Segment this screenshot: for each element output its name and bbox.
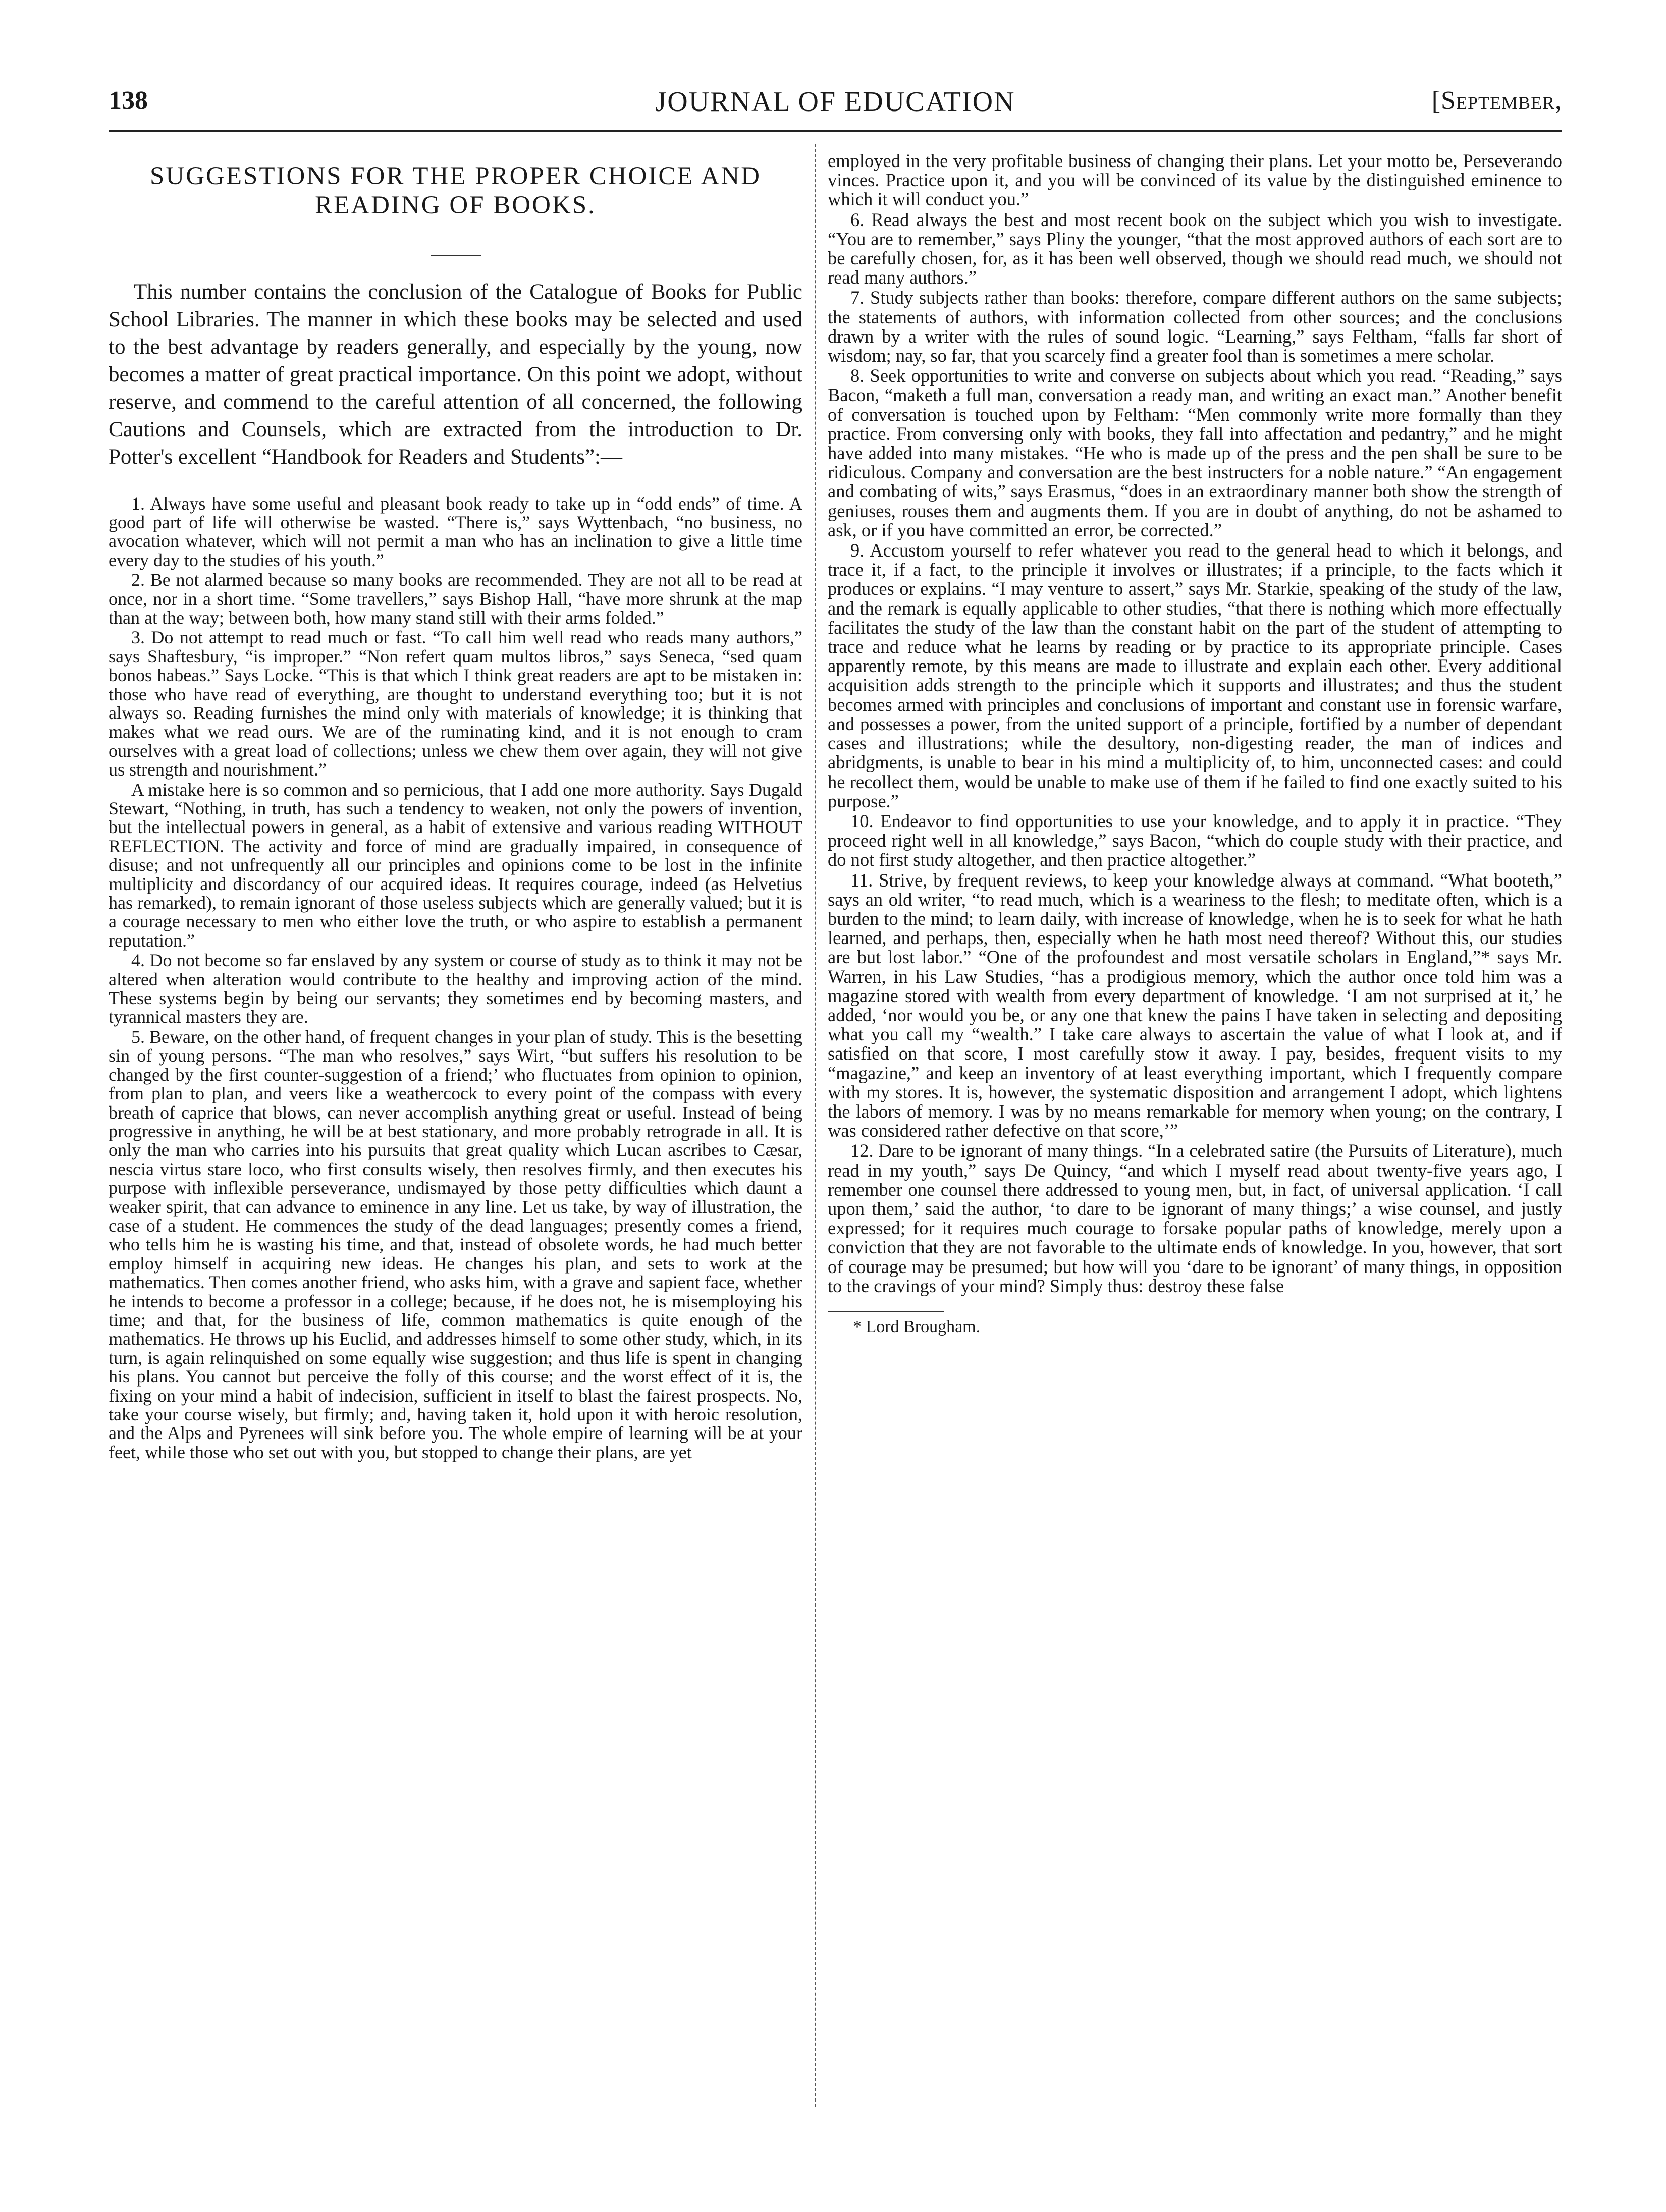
article-title [109,161,802,220]
running-header [109,86,1562,126]
paragraph-3: 3. Do not attempt to read much or fast. “To call him well read who reads many authors,” says Shaftesbury, “is improper.” “Non refert quam multos libros,” says Seneca, “sed quam bonos habeas.” Says Locke. “This is that which I think great readers are apt to be mistaken in: those who have read of everything, are thought to understand everything too; but it is not always so. Reading furnishes the mind only with materials of knowledge; it is thinking that makes what we read ours. We are of the ruminating kind, and it is not enough to cram ourselves with a great load of collections; unless we chew them over again, they will not give us strength and nourishment.” [109,627,802,780]
footnote-rule [828,1311,944,1312]
left-column [109,151,802,1463]
column-divider [815,144,816,2107]
paragraph-5: 5. Beware, on the other hand, of frequent changes in your plan of study. This is the besetting sin of young persons. “The man who resolves,” says Wirt, “but suffers his resolution to be changed by the first counter-suggestion of a friend;’ who fluctuates from opinion to opinion, from plan to plan, and veers like a weathercock to every point of the compass with every breath of caprice that blows, can never accomplish anything great or useful. Instead of being progressive in anything, he will be at best stationary, and more probably retrograde in all. It is only the man who carries into his pursuits that great quality which Lucan ascribes to Cæsar, nescia virtus stare loco, who first consults wisely, then resolves firmly, and then executes his purpose with inflexible perseverance, undismayed by those petty difficulties which daunt a weaker spirit, that can advance to eminence in any line. Let us take, by way of illustration, the case of a student. He commences the study of the dead languages; presently comes a friend, who tells him he is wasting his time, and that, instead of obsolete words, he had much better employ himself in acquiring new ideas. He changes his plan, and sets to work at the mathematics. Then comes another friend, who asks him, with a grave and sapient face, whether he intends to become a professor in a college; because, if he does not, he is misemploying his time; and that, for the business of life, common mathematics is quite enough of the mathematics. He throws up his Euclid, and addresses himself to some other study, which, in its turn, is again relinquished on some equally wise suggestion; and thus life is spent in changing his plans. You cannot but perceive the folly of this course; and the worst effect of it is, the fixing on your mind a habit of indecision, sufficient in itself to blast the fairest prospects. No, take your course wisely, but firmly; and, having taken it, hold upon it with heroic resolution, and the Alps and Pyrenees will sink before you. The whole empire of learning will be at your feet, while those who set out with you, but stopped to change their plans, are yet [109,1026,802,1462]
paragraph-3-continued: A mistake here is so common and so pernicious, that I add one more authority. Says Dugald Stewart, “Nothing, in truth, has such a tendency to weaken, not only the powers of invention, but the intellectual powers in general, as a habit of extensive and various reading WITHOUT REFLECTION. The activity and force of mind are gradually impaired, in consequence of disuse; and not unfrequently all our principles and opinions come to be lost in the infinite multiplicity and discordancy of our acquired ideas. It requires courage, indeed (as Helvetius has remarked), to remain ignorant of those useless subjects which are generally valued; but it is a courage necessary to men who either love the truth, or who aspire to establish a permanent reputation.” [109,779,802,951]
intro-paragraph: This number contains the conclusion of the Catalogue of Books for Public School Libraries. The manner in which these books may be selected and used to the best advantage by readers generally, and especially by the young, now becomes a matter of great practical importance. On this point we adopt, without reserve, and commend to the careful attention of all concerned, the following Cautions and Counsels, which are extracted from the introduction to Dr. Potter's excellent “Handbook for Readers and Students”:— [109,280,802,469]
page-number: 138 [109,86,148,115]
article-title-line-2: READING OF BOOKS. [315,191,596,219]
paragraph-4: 4. Do not become so far enslaved by any system or course of study as to think it may not be altered when alteration would contribute to the healthy and improving action of the mind. These systems begin by being our servants; they sometimes end by becoming masters, and tyrannical masters they are. [109,950,802,1027]
title-rule [431,255,481,256]
article-title-line-1: SUGGESTIONS FOR THE PROPER CHOICE AND [150,162,761,190]
paragraph-1: 1. Always have some useful and pleasant book ready to take up in “odd ends” of time. A good part of life will otherwise be wasted. “There is,” says Wyttenbach, “no business, no avocation whatever, which will not permit a man who has an inclination to give a little time every day to the studies of his youth.” [109,493,802,570]
paragraph-11: 11. Strive, by frequent reviews, to keep your knowledge always at command. “What booteth,” says an old writer, “to read much, which is a weariness to the flesh; to meditate often, which is a burden to the mind; to learn daily, with increase of knowledge, when he is to seek for what he hath learned, and perhaps, then, especially when he hath most need thereof? Without this, our studies are but lost labor.” “One of the profoundest and most versatile scholars in England,”* says Mr. Warren, in his Law Studies, “has a prodigious memory, which the author once told him was a magazine stored with wealth from every department of knowledge. ‘I am not surprised at it,’ he added, ‘nor would you be, or any one that knew the pains I have taken in selecting and depositing what you call my “wealth.” I take care always to ascertain the value of what I look at, and if satisfied on that score, I most carefully stow it away. I pay, besides, frequent visits to my “magazine,” and keep an inventory of at least everything important, which I frequently compare with my stores. It is, however, the systematic disposition and arrangement I adopt, which lightens the labors of memory. I was by no means remarkable for memory when young; on the contrary, I was considered rather defective on that score,’” [828,869,1562,1141]
footnote: * Lord Brougham. [853,1317,981,1336]
paragraph-10: 10. Endeavor to find opportunities to use your knowledge, and to apply it in practice. “They proceed right well in all knowledge,” says Bacon, “which do couple study with their practice, and do not first study altogether, and then practice altogether.” [828,810,1562,870]
paragraph-9: 9. Accustom yourself to refer whatever you read to the general head to which it belongs, and trace it, if a fact, to the principle it involves or illustrates; if a principle, to the facts which it produces or explains. “I may venture to assert,” says Mr. Starkie, speaking of the study of the law, and the remark is equally applicable to other studies, “that there is nothing which more effectually facilitates the study of the law than the constant habit on the part of the student of attempting to trace and reduce what he learns by reading or by practice to its appropriate principle. Cases apparently remote, by this means are made to illustrate and explain each other. Every additional acquisition adds strength to the principle which it supports and illustrates; and thus the student becomes armed with principles and conclusions of important and constant use in forensic warfare, and possesses a power, from the united support of a principle, fortified by a number of dependant cases and illustrations; while the desultory, non-digesting reader, the man of indices and abridgments, is unable to bear in his mind a multiplicity of, to him, unconnected cases: and could he recollect them, would be unable to make use of them if he failed to find one exactly suited to his purpose.” [828,540,1562,811]
paragraph-7: 7. Study subjects rather than books: therefore, compare different authors on the same subjects; the statements of authors, with information collected from other sources; and the conclusions drawn by a writer with the rules of sound logic. “Learning,” says Feltham, “falls far short of wisdom; nay, so far, that you scarcely find a greater fool than is sometimes a mere scholar. [828,287,1562,366]
header-rule [109,130,1562,137]
paragraph-6: 6. Read always the best and most recent book on the subject which you wish to investigate. “You are to remember,” says Pliny the younger, “that the most approved authors of each sort are to be carefully chosen, for, as it has been well observed, though we should read much, we should not read many authors.” [828,209,1562,288]
issue-month: [September, [1431,86,1562,115]
paragraph-12: 12. Dare to be ignorant of many things. “In a celebrated satire (the Pursuits of Literature), much read in my youth,” says De Quincy, “and which I myself read about twenty-five years ago, I remember one counsel there addressed to young men, but, in fact, of universal application. ‘I call upon them,’ said the author, ‘to dare to be ignorant of many things;’ a wise counsel, and justly expressed; for it requires much courage to forsake popular paths of knowledge, merely upon a conviction that they are not favorable to the ultimate ends of knowledge. In you, however, that sort of courage may be presumed; but how will you ‘dare to be ignorant’ of many things, in opposition to the cravings of your mind? Simply thus: destroy these false [828,1140,1562,1296]
right-column [828,151,1562,1337]
paragraph-5-continued: employed in the very profitable business of changing their plans. Let your motto be, Perseverando vinces. Practice upon it, and you will be convinced of its value by the distinguished eminence to which it will conduct you.” [828,150,1562,210]
paragraph-2: 2. Be not alarmed because so many books are recommended. They are not all to be read at once, nor in a short time. “Some travellers,” says Bishop Hall, “have more shrunk at the map than at the way; between both, how many stand still with their arms folded.” [109,570,802,628]
journal-title: JOURNAL OF EDUCATION [655,86,1015,118]
paragraph-8: 8. Seek opportunities to write and converse on subjects about which you read. “Reading,” says Bacon, “maketh a full man, conversation a ready man, and writing an exact man.” Another benefit of conversation is touched upon by Feltham: “Men commonly write more formally than they practice. From conversing only with books, they fall into affectation and pedantry,” and he might have added into many mistakes. “He who is made up of the press and the pen shall be sure to be ridiculous. Company and conversation are the best instructers for a noble nature.” “An engagement and combating of wits,” says Erasmus, “does in an extraordinary manner both show the strength of geniuses, rouses them and augments them. If you are in doubt of anything, do not be ashamed to ask, or if you have committed an error, be corrected.” [828,365,1562,540]
